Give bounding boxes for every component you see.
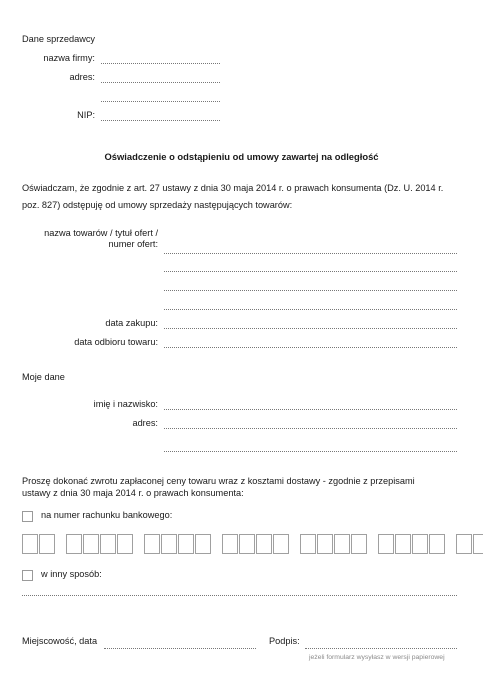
account-digit-box[interactable]: [317, 534, 333, 554]
account-digit-box[interactable]: [195, 534, 211, 554]
other-method-checkbox[interactable]: [22, 570, 33, 581]
account-digit-box[interactable]: [412, 534, 428, 554]
statement-line-1: Oświadczam, że zgodnie z art. 27 ustawy z dnia 30 maja 2014 r. o prawach konsumenta (Dz. U. 2014 r.: [22, 183, 444, 193]
buyer-address-field-1[interactable]: [164, 428, 457, 429]
seller-address-label: adres:: [69, 72, 95, 82]
account-digit-box[interactable]: [378, 534, 394, 554]
account-digit-box[interactable]: [273, 534, 289, 554]
goods-name-field-2[interactable]: [164, 271, 457, 272]
buyer-heading: Moje dane: [22, 372, 65, 382]
goods-name-label-line-2: numer ofert:: [108, 239, 158, 249]
account-digit-box[interactable]: [117, 534, 133, 554]
receipt-date-field[interactable]: [164, 347, 457, 348]
refund-line-1: Proszę dokonać zwrotu zapłaconej ceny towaru wraz z kosztami dostawy - zgodnie z przepisami: [22, 476, 415, 486]
goods-name-label-line-1: nazwa towarów / tytuł ofert /: [44, 228, 158, 238]
buyer-name-label: imię i nazwisko:: [93, 399, 158, 409]
buyer-address-field-2[interactable]: [164, 451, 457, 452]
seller-address-field-1[interactable]: [101, 82, 220, 83]
account-digit-box[interactable]: [395, 534, 411, 554]
bank-account-option-label: na numer rachunku bankowego:: [41, 510, 173, 520]
account-digit-box[interactable]: [456, 534, 472, 554]
account-digit-box[interactable]: [239, 534, 255, 554]
seller-address-field-2[interactable]: [101, 101, 220, 102]
account-digit-box[interactable]: [22, 534, 38, 554]
bank-account-checkbox[interactable]: [22, 511, 33, 522]
account-digit-box[interactable]: [66, 534, 82, 554]
place-date-field[interactable]: [104, 648, 256, 649]
seller-nip-label: NIP:: [77, 110, 95, 120]
seller-nip-field[interactable]: [101, 120, 220, 121]
other-method-field[interactable]: [22, 595, 457, 596]
account-digit-box[interactable]: [178, 534, 194, 554]
account-digit-box[interactable]: [429, 534, 445, 554]
account-digit-box[interactable]: [351, 534, 367, 554]
seller-company-field[interactable]: [101, 63, 220, 64]
signature-note: jeżeli formularz wysyłasz w wersji papierowej: [309, 654, 445, 661]
buyer-address-label: adres:: [132, 418, 158, 428]
goods-name-field-3[interactable]: [164, 290, 457, 291]
account-digit-box[interactable]: [161, 534, 177, 554]
statement-line-2: poz. 827) odstępuję od umowy sprzedaży następujących towarów:: [22, 200, 293, 210]
account-digit-box[interactable]: [222, 534, 238, 554]
account-digit-box[interactable]: [334, 534, 350, 554]
goods-name-field-4[interactable]: [164, 309, 457, 310]
account-digit-box[interactable]: [473, 534, 483, 554]
receipt-date-label: data odbioru towaru:: [74, 337, 158, 347]
goods-name-field-1[interactable]: [164, 253, 457, 254]
account-digit-box[interactable]: [83, 534, 99, 554]
purchase-date-field[interactable]: [164, 328, 457, 329]
refund-line-2: ustawy z dnia 30 maja 2014 r. o prawach konsumenta:: [22, 488, 244, 498]
account-digit-box[interactable]: [300, 534, 316, 554]
other-method-option-label: w inny sposób:: [41, 569, 102, 579]
account-digit-box[interactable]: [144, 534, 160, 554]
account-digit-box[interactable]: [100, 534, 116, 554]
account-digit-box[interactable]: [256, 534, 272, 554]
signature-field[interactable]: [305, 648, 457, 649]
account-digit-box[interactable]: [39, 534, 55, 554]
document-title: Oświadczenie o odstąpieniu od umowy zawartej na odległość: [104, 151, 379, 162]
purchase-date-label: data zakupu:: [105, 318, 158, 328]
seller-heading: Dane sprzedawcy: [22, 34, 96, 44]
signature-label: Podpis:: [269, 636, 300, 646]
place-date-label: Miejscowość, data: [22, 636, 98, 646]
buyer-name-field[interactable]: [164, 409, 457, 410]
seller-company-label: nazwa firmy:: [43, 53, 95, 63]
